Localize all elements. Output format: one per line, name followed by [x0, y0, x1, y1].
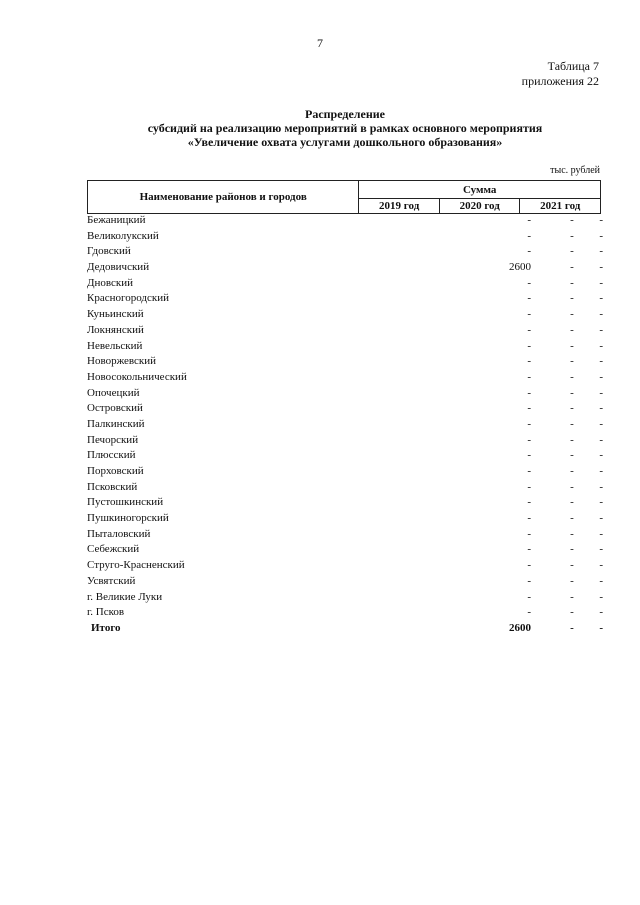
row-name: Палкинский: [87, 417, 145, 430]
row-value-2019: -: [527, 606, 531, 619]
row-name: Пушкиногорский: [87, 512, 169, 525]
row-name: Красногородский: [87, 292, 170, 305]
header-year-2021: 2021 год: [520, 199, 601, 214]
row-name: Великолукский: [87, 229, 159, 242]
row-value-2019: -: [527, 292, 531, 305]
row-value-2020: -: [570, 527, 574, 540]
row-value-2020: -: [570, 402, 574, 415]
row-value-2019: -: [527, 496, 531, 509]
row-value-2019: -: [527, 480, 531, 493]
row-value-2020: -: [570, 465, 574, 477]
row-value-2019: -: [527, 308, 531, 321]
table-row: [87, 434, 607, 450]
table-row: [87, 387, 607, 403]
row-value-2019: -: [527, 449, 531, 462]
row-name: Усвятский: [87, 574, 136, 587]
row-value-2020: -: [570, 261, 574, 274]
row-value-2019: -: [527, 229, 531, 242]
table-ref-line1: Таблица 7: [547, 59, 599, 73]
table-ref-line2: приложения 22: [521, 74, 599, 88]
row-value-2020: -: [570, 433, 574, 446]
row-value-2021: -: [599, 292, 603, 305]
table-row: [87, 559, 607, 575]
row-value-2019: -: [527, 417, 531, 430]
row-value-2021: -: [599, 512, 603, 525]
row-value-2020: -: [570, 276, 574, 289]
document-title: [80, 107, 610, 149]
page-number: 7: [317, 36, 323, 50]
row-value-2019: -: [527, 214, 531, 226]
row-value-2019: -: [527, 370, 531, 383]
row-name: Островский: [87, 402, 143, 415]
row-value-2020: -: [570, 496, 574, 509]
row-value-2020: -: [570, 449, 574, 462]
row-value-2019: -: [527, 355, 531, 368]
row-value-2020: -: [570, 480, 574, 493]
title-line3: «Увеличение охвата услугами дошкольного образования»: [187, 135, 503, 149]
title-line2: субсидий на реализацию мероприятий в рамках основного мероприятия: [147, 121, 543, 135]
row-value-2020: -: [570, 512, 574, 525]
row-value-2021: -: [599, 323, 603, 336]
row-value-2020: -: [570, 339, 574, 352]
row-name: Невельский: [87, 339, 143, 352]
table-row: [87, 214, 607, 230]
row-value-2020: -: [570, 355, 574, 368]
table-row: [87, 481, 607, 497]
row-name: Куньинский: [87, 308, 144, 321]
row-name: Гдовский: [87, 245, 131, 258]
row-value-2020: -: [570, 606, 574, 619]
table-row: [87, 528, 607, 544]
row-value-2019: -: [527, 559, 531, 572]
row-value-2020: -: [570, 292, 574, 305]
table-row: [87, 308, 607, 324]
row-name: Опочецкий: [87, 386, 140, 399]
row-value-2021: -: [599, 606, 603, 619]
row-value-2019: -: [527, 465, 531, 477]
table-row: [87, 245, 607, 261]
row-value-2020: -: [570, 590, 574, 603]
table-row: [87, 402, 607, 418]
row-value-2019: -: [527, 386, 531, 399]
table-row: [87, 575, 607, 591]
row-value-2021: -: [599, 245, 603, 258]
row-value-2021: -: [599, 386, 603, 399]
header-year-2019: 2019 год: [359, 199, 440, 214]
row-name: Итого: [91, 621, 121, 634]
header-name-column: Наименование районов и городов: [88, 181, 359, 214]
row-value-2019: -: [527, 433, 531, 446]
row-value-2020: -: [570, 229, 574, 242]
row-name: Бежаницкий: [87, 214, 146, 226]
row-value-2019: -: [527, 323, 531, 336]
row-name: Себежский: [87, 543, 140, 556]
row-value-2021: -: [599, 261, 603, 274]
row-name: Дедовичский: [87, 261, 150, 274]
table-row: [87, 261, 607, 277]
row-value-2019: -: [527, 276, 531, 289]
row-value-2021: -: [599, 621, 603, 634]
row-value-2019: -: [527, 574, 531, 587]
row-value-2020: -: [570, 574, 574, 587]
table-row: [87, 465, 607, 481]
row-value-2019: -: [527, 527, 531, 540]
table-body: [87, 214, 607, 638]
total-row: [87, 622, 607, 638]
row-value-2021: -: [599, 402, 603, 415]
row-value-2020: -: [570, 245, 574, 258]
row-name: Плюсский: [87, 449, 136, 462]
row-value-2019: 2600: [509, 621, 531, 634]
table-row: [87, 418, 607, 434]
row-value-2021: -: [599, 229, 603, 242]
row-value-2019: -: [527, 590, 531, 603]
table-reference: [522, 59, 599, 89]
row-name: Псковский: [87, 480, 138, 493]
row-name: Новосокольнический: [87, 370, 187, 383]
row-name: Новоржевский: [87, 355, 157, 368]
row-name: Пыталовский: [87, 527, 151, 540]
row-value-2019: -: [527, 543, 531, 556]
table-row: [87, 606, 607, 622]
row-name: Пустошкинский: [87, 496, 164, 509]
row-value-2020: -: [570, 323, 574, 336]
row-name: Локнянский: [87, 323, 144, 336]
table-row: [87, 496, 607, 512]
row-value-2019: -: [527, 402, 531, 415]
row-value-2021: -: [599, 527, 603, 540]
row-value-2021: -: [599, 339, 603, 352]
units-label: тыс. рублей: [550, 165, 600, 176]
row-value-2021: -: [599, 590, 603, 603]
table-row: [87, 512, 607, 528]
table-row: [87, 591, 607, 607]
table-row: [87, 277, 607, 293]
row-value-2021: -: [599, 543, 603, 556]
row-value-2020: -: [570, 559, 574, 572]
row-value-2021: -: [599, 449, 603, 462]
row-name: Порховский: [87, 465, 144, 477]
table-row: [87, 543, 607, 559]
row-value-2021: -: [599, 370, 603, 383]
row-value-2019: -: [527, 245, 531, 258]
table-row: [87, 355, 607, 371]
row-value-2021: -: [599, 433, 603, 446]
row-value-2021: -: [599, 308, 603, 321]
row-name: Струго-Красненский: [87, 559, 185, 572]
row-value-2021: -: [599, 417, 603, 430]
row-value-2020: -: [570, 214, 574, 226]
header-sum-column: Сумма: [359, 181, 601, 199]
table-row: [87, 340, 607, 356]
row-value-2021: -: [599, 276, 603, 289]
row-value-2020: -: [570, 370, 574, 383]
row-value-2021: -: [599, 355, 603, 368]
row-name: Печорский: [87, 433, 139, 446]
row-value-2019: -: [527, 339, 531, 352]
table-row: [87, 371, 607, 387]
table-row: [87, 292, 607, 308]
table-row: [87, 324, 607, 340]
row-value-2021: -: [599, 559, 603, 572]
row-value-2019: 2600: [509, 261, 531, 274]
row-value-2019: -: [527, 512, 531, 525]
row-value-2021: -: [599, 465, 603, 477]
row-value-2020: -: [570, 308, 574, 321]
row-value-2020: -: [570, 386, 574, 399]
row-value-2021: -: [599, 496, 603, 509]
header-year-2020: 2020 год: [439, 199, 520, 214]
table-header: [87, 180, 601, 214]
title-line1: Распределение: [304, 107, 386, 121]
row-value-2021: -: [599, 574, 603, 587]
row-value-2020: -: [570, 543, 574, 556]
row-name: г. Псков: [87, 606, 125, 619]
row-value-2021: -: [599, 214, 603, 226]
table-row: [87, 230, 607, 246]
table-row: [87, 449, 607, 465]
row-value-2020: -: [570, 621, 574, 634]
row-value-2020: -: [570, 417, 574, 430]
row-value-2021: -: [599, 480, 603, 493]
row-name: г. Великие Луки: [87, 590, 163, 603]
row-name: Дновский: [87, 276, 134, 289]
